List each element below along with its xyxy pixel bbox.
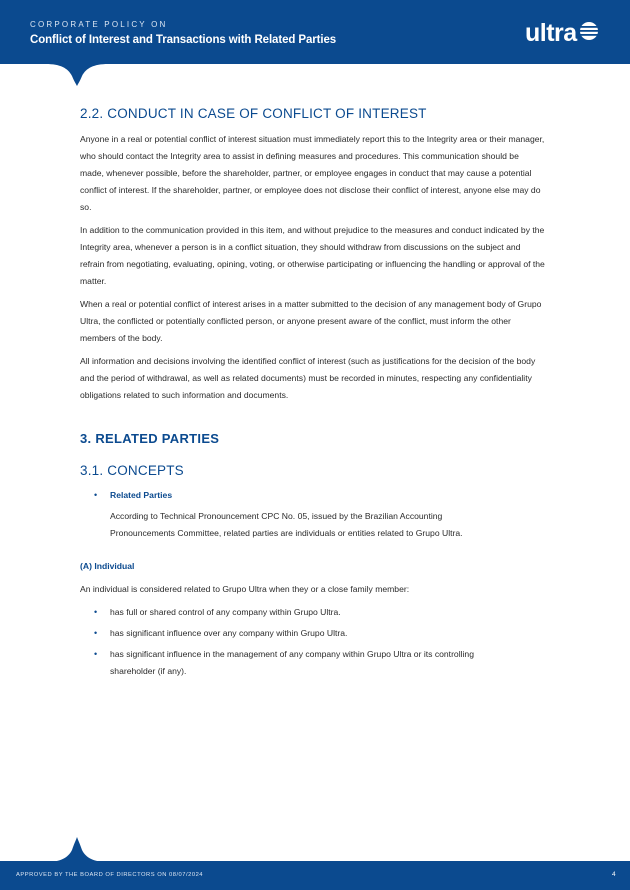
paragraph: In addition to the communication provided in this item, and without prejudice to the measures and conduct indicated by the Integrity area, whenever a person is in a conflict situation, they should withdraw from discussions on the subject and refrain from negotiating, evaluating, opining, voting, or otherwise participating or influencing the handling or approval of the matter. (80, 225, 545, 286)
related-parties-label: Related Parties (110, 490, 173, 500)
page-number: 4 (612, 871, 616, 878)
individual-criteria-list (80, 604, 545, 680)
paragraph: When a real or potential conflict of interest arises in a matter submitted to the decision of any management body of Grupo Ultra, the conflicted or potentially conflicted person, or anyone present aware of the conflict, must inform the other members of the body. (80, 299, 542, 343)
bullet-icon: • (94, 628, 98, 638)
page-content (80, 106, 545, 684)
bullet-icon: • (94, 490, 98, 500)
section-3-1-heading: 3.1. CONCEPTS (80, 463, 184, 478)
list-item (80, 625, 545, 642)
list-item (80, 604, 545, 621)
document-title: Conflict of Interest and Transactions with Related Parties (30, 34, 337, 46)
logo-mark-icon (579, 20, 599, 42)
section-3-heading: 3. RELATED PARTIES (80, 431, 220, 446)
logo-text: ultra (525, 18, 577, 47)
list-item (80, 646, 545, 680)
bullet-icon: • (94, 607, 98, 617)
bullet-icon: • (94, 649, 98, 659)
paragraph: Anyone in a real or potential conflict of interest situation must immediately report this to the Integrity area or their manager, who should contact the Integrity area to assist in defining measures and procedures. This communication should be made, whenever possible, before the shareholder, partner, or employee engages in conduct that may cause a potential conflict of interest. If the shareholder, partner, or employee does not disclose their conflict of interest, anyone else may do so. (80, 134, 545, 212)
individual-heading: (A) Individual (80, 561, 135, 571)
list-item-text: has significant influence in the management of any company within Grupo Ultra or its controlling shareholder (if any). (110, 649, 474, 676)
paragraph: All information and decisions involving the identified conflict of interest (such as justifications for the decision of the body and the period of withdrawal, as well as related documents) must be recorded in minutes, respecting any confidentiality obligations related to such information and documents. (80, 356, 536, 400)
approval-note: APPROVED BY THE BOARD OF DIRECTORS ON 08/07/2024 (16, 872, 204, 878)
footer-tab-shape (46, 837, 108, 862)
individual-intro: An individual is considered related to Grupo Ultra when they or a close family member: (80, 584, 410, 594)
related-parties-definition: According to Technical Pronouncement CPC No. 05, issued by the Brazilian Accounting Pronouncements Committee, related parties are individuals or entities related to Grupo Ultra. (110, 511, 463, 538)
header-tab-shape (46, 58, 108, 86)
section-2-2-heading: 2.2. CONDUCT IN CASE OF CONFLICT OF INTEREST (80, 106, 427, 121)
concepts-list (80, 487, 545, 504)
header-bar (0, 0, 630, 64)
list-item-text: has significant influence over any company within Grupo Ultra. (110, 628, 348, 638)
list-item (80, 487, 545, 504)
header-kicker: CORPORATE POLICY ON (30, 20, 168, 29)
ultra-logo (525, 18, 599, 48)
list-item-text: has full or shared control of any company within Grupo Ultra. (110, 607, 341, 617)
